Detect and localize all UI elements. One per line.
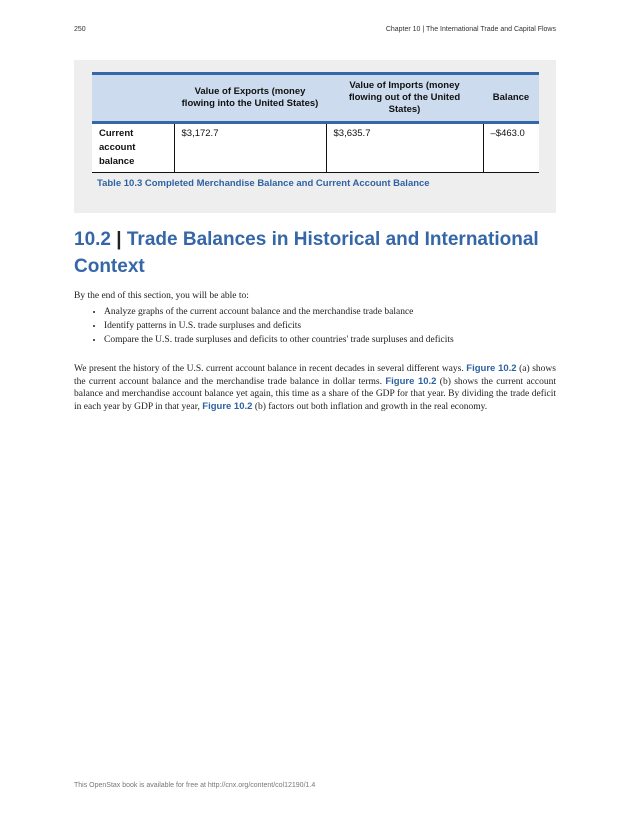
list-item: • Compare the U.S. trade surpluses and deficits to other countries' trade surpluses and deficits — [104, 333, 556, 347]
list-item: • Identify patterns in U.S. trade surpluses and deficits — [104, 319, 556, 333]
balance-cell: –$463.0 — [483, 123, 539, 173]
table-row — [92, 123, 539, 173]
column-header-exports: Value of Exports (money flowing into the United States) — [174, 74, 326, 123]
paragraph-text: We present the history of the U.S. current account balance in recent decades in several different ways. — [74, 364, 467, 374]
paragraph-text: (b) shows the current account balance and merchandise account balance yet again, this time as a share of the GDP for that year. By dividing the trade deficit in each year by GDP in that year, — [74, 376, 556, 412]
column-header-imports: Value of Imports (money flowing out of the United States) — [326, 74, 483, 123]
objectives-list — [74, 305, 556, 347]
imports-cell: $3,635.7 — [326, 123, 483, 173]
table-header-row — [92, 74, 539, 123]
list-item: • Analyze graphs of the current account balance and the merchandise trade balance — [104, 305, 556, 319]
figure-link[interactable]: Figure 10.2 — [385, 375, 437, 387]
exports-cell: $3,172.7 — [174, 123, 326, 173]
balance-table — [92, 72, 539, 173]
table-container — [74, 60, 556, 213]
row-label: Current account balance — [92, 123, 174, 173]
figure-link[interactable]: Figure 10.2 — [202, 400, 253, 412]
body-paragraph — [74, 363, 556, 413]
page-number: 250 — [74, 26, 86, 33]
figure-link[interactable]: Figure 10.2 — [466, 363, 517, 374]
objectives-intro: By the end of this section, you will be able to: — [74, 291, 249, 301]
column-header-balance: Balance — [483, 74, 539, 123]
table-caption: Table 10.3 Completed Merchandise Balance and Current Account Balance — [97, 178, 430, 189]
running-header: Chapter 10 | The International Trade and Capital Flows — [385, 26, 556, 33]
paragraph-text: (a) shows the current account balance and the merchandise trade balance in dollar terms. — [74, 364, 556, 387]
column-header-empty — [92, 74, 174, 123]
page-footer: This OpenStax book is available for free at http://cnx.org/content/col12190/1.4 — [74, 782, 316, 789]
paragraph-text: (b) factors out both inflation and growth in the real economy. — [252, 401, 488, 412]
section-title — [74, 226, 556, 280]
section-number: 10.2 — [74, 229, 111, 250]
section-title-text: Trade Balances in Historical and International Context — [74, 229, 539, 277]
section-separator: | — [116, 229, 122, 250]
